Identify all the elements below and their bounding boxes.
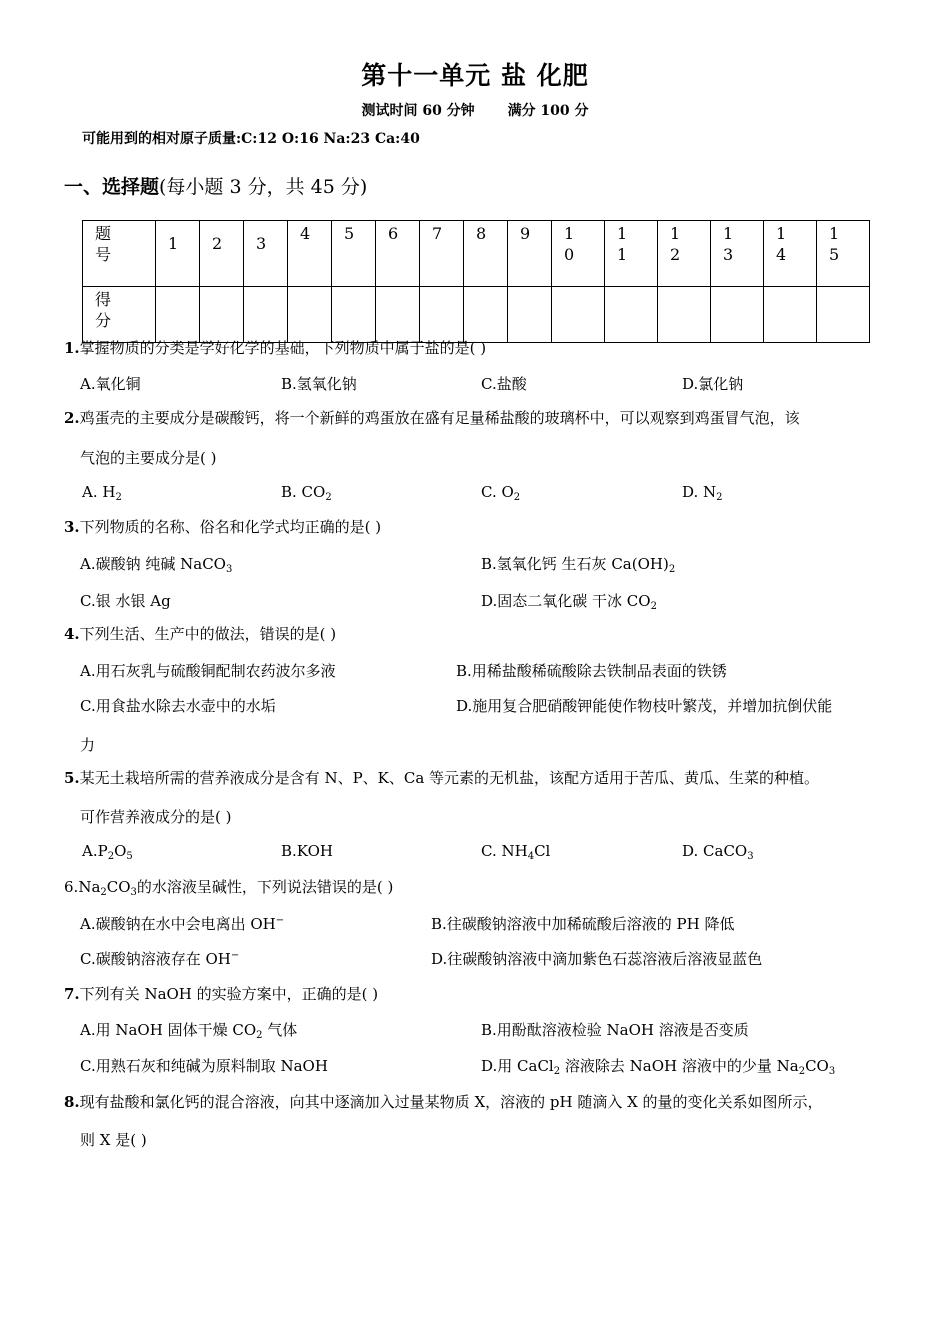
question-8: 8.现有盐酸和氯化钙的混合溶液，向其中逐滴加入过量某物质 X，溶液的 pH 随滴入 X 的量的变化关系如图所示，	[64, 1093, 823, 1111]
q5-option-b: B.KOH	[281, 842, 333, 860]
score-cell[interactable]	[508, 287, 552, 343]
question-number-cell: 5	[332, 221, 376, 287]
question-1: 1.掌握物质的分类是学好化学的基础，下列物质中属于盐的是( )	[64, 339, 487, 357]
score-cell[interactable]	[420, 287, 464, 343]
q1-option-d: D.氯化钠	[682, 375, 744, 393]
test-time: 测试时间 60 分钟	[361, 103, 475, 119]
q4-option-d-cont: 力	[80, 736, 96, 754]
score-cell[interactable]	[156, 287, 200, 343]
q3-option-d: D.固态二氧化碳 干冰 $CO_2$	[481, 592, 657, 612]
q3-option-a: A.碳酸钠 纯碱 NaCO$_3$	[80, 555, 233, 575]
q2-option-b: B. $CO_2$	[281, 483, 332, 503]
section-label: 一、选择题	[64, 176, 160, 198]
question-2-cont: 气泡的主要成分是( )	[80, 449, 217, 467]
question-5-cont: 可作营养液成分的是( )	[80, 808, 232, 826]
q7-option-b: B.用酚酞溶液检验 NaOH 溶液是否变质	[481, 1021, 749, 1039]
score-cell[interactable]	[332, 287, 376, 343]
q3-option-c: C.银 水银 Ag	[80, 592, 171, 610]
score-cell[interactable]	[464, 287, 508, 343]
section-note: (每小题 3 分，共 45 分)	[159, 176, 368, 198]
score-cell[interactable]	[605, 287, 658, 343]
score-cell[interactable]	[817, 287, 870, 343]
question-number-cell: 1 4	[764, 221, 817, 287]
q6-option-b: B.往碳酸钠溶液中加稀硫酸后溶液的 PH 降低	[431, 915, 735, 933]
question-number-cell: 7	[420, 221, 464, 287]
q5-option-c: C. $NH_4Cl$	[481, 842, 551, 862]
table-row-numbers	[83, 221, 870, 287]
exam-info	[0, 100, 950, 120]
q3-option-b: B.氢氧化钙 生石灰 $Ca(OH)_2$	[481, 555, 676, 575]
page-title: 第十一单元 盐 化肥	[361, 61, 589, 90]
atomic-masses: 可能用到的相对原子质量:C:12 O:16 Na:23 Ca:40	[82, 131, 420, 147]
q2-option-a: A. $H_2$	[82, 483, 122, 503]
q1-option-c: C.盐酸	[481, 375, 527, 393]
full-score: 满分 100 分	[507, 103, 589, 119]
q5-option-d: D. CaCO$_3$	[682, 842, 754, 862]
question-6: $6.Na_2CO_3$的水溶液呈碱性，下列说法错误的是( )	[64, 878, 394, 898]
q7-option-c: C.用熟石灰和纯碱为原料制取 NaOH	[80, 1057, 328, 1075]
q5-option-a: $A.P_2O_5$	[82, 842, 133, 862]
section-heading	[64, 172, 367, 199]
score-cell[interactable]	[200, 287, 244, 343]
q1-option-b: B.氢氧化钠	[281, 375, 357, 393]
q6-option-d: D.往碳酸钠溶液中滴加紫色石蕊溶液后溶液显蓝色	[431, 950, 763, 968]
question-7: 7.下列有关 NaOH 的实验方案中，正确的是( )	[64, 985, 379, 1003]
question-number-cell: 4	[288, 221, 332, 287]
question-number-cell: 6	[376, 221, 420, 287]
q6-option-c: C.碳酸钠溶液存在 OH−	[80, 950, 240, 968]
q4-option-c: C.用食盐水除去水壶中的水垢	[80, 697, 276, 715]
question-5: 5.某无土栽培所需的营养液成分是含有 N、P、K、Ca 等元素的无机盐，该配方适用于苦瓜、黄瓜、生菜的种植。	[64, 769, 820, 787]
q7-option-d: D.用 CaCl$_2$ 溶液除去 NaOH 溶液中的少量 $Na_2CO_3$	[481, 1057, 836, 1077]
question-number-cell: 1 0	[552, 221, 605, 287]
question-3: 3.下列物质的名称、俗名和化学式均正确的是( )	[64, 518, 382, 536]
question-2: 2.鸡蛋壳的主要成分是碳酸钙，将一个新鲜的鸡蛋放在盛有足量稀盐酸的玻璃杯中，可以观察到鸡蛋冒气泡，该	[64, 409, 800, 427]
q7-option-a: A.用 NaOH 固体干燥 $CO_2$ 气体	[80, 1021, 298, 1041]
score-cell[interactable]	[376, 287, 420, 343]
question-8-cont: 则 X 是( )	[80, 1131, 147, 1149]
q6-option-a: A.碳酸钠在水中会电离出 OH−	[80, 915, 285, 933]
question-number-cell: 1 5	[817, 221, 870, 287]
question-number-cell: 1 1	[605, 221, 658, 287]
question-number-cell: 1 3	[711, 221, 764, 287]
table-header-cell: 得 分	[83, 287, 156, 343]
question-number-cell: 1 2	[658, 221, 711, 287]
q4-option-a: A.用石灰乳与硫酸铜配制农药波尔多液	[80, 662, 336, 680]
score-cell[interactable]	[658, 287, 711, 343]
q4-option-d: D.施用复合肥硝酸钾能使作物枝叶繁茂，并增加抗倒伏能	[456, 697, 833, 715]
question-number-cell: 8	[464, 221, 508, 287]
score-cell[interactable]	[244, 287, 288, 343]
q2-option-d: D. $N_2$	[682, 483, 723, 503]
score-cell[interactable]	[764, 287, 817, 343]
score-cell[interactable]	[711, 287, 764, 343]
table-header-cell: 题 号	[83, 221, 156, 287]
table-row-scores	[83, 287, 870, 343]
score-cell[interactable]	[552, 287, 605, 343]
question-4: 4.下列生活、生产中的做法，错误的是( )	[64, 625, 337, 643]
q4-option-b: B.用稀盐酸稀硫酸除去铁制品表面的铁锈	[456, 662, 727, 680]
question-number-cell: 1	[156, 221, 200, 287]
score-table	[82, 220, 870, 343]
score-cell[interactable]	[288, 287, 332, 343]
question-number-cell: 9	[508, 221, 552, 287]
question-number-cell: 2	[200, 221, 244, 287]
q2-option-c: C. $O_2$	[481, 483, 521, 503]
q1-option-a: A.氧化铜	[80, 375, 141, 393]
question-number-cell: 3	[244, 221, 288, 287]
